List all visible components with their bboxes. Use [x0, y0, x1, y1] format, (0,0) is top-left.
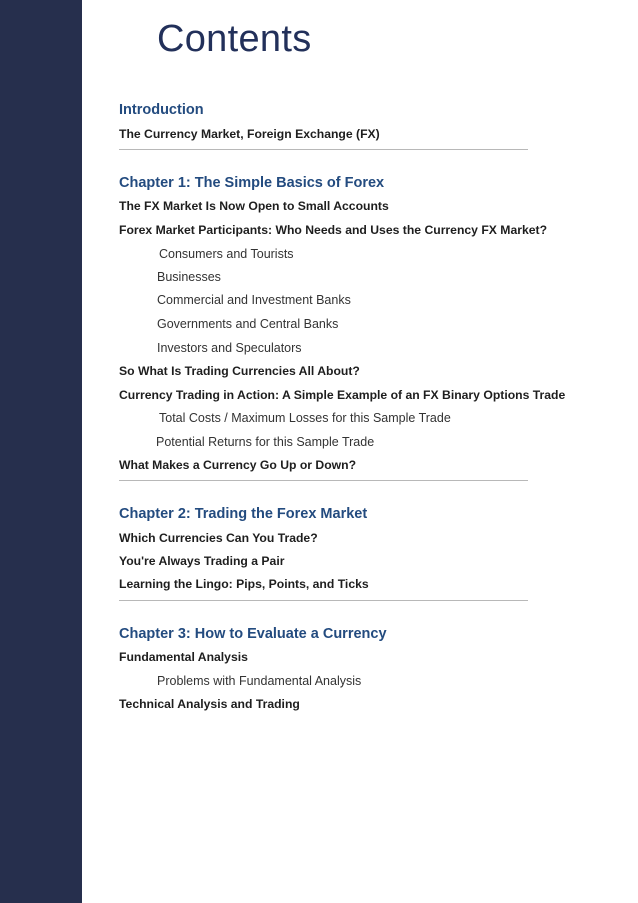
toc-entry-title: Forex Market Participants: Who Needs and Uses the Currency FX Market?: [119, 223, 548, 237]
toc-entry-title: Consumers and Tourists: [159, 247, 294, 261]
sidebar-band: [0, 0, 82, 903]
toc-entry-title: Learning the Lingo: Pips, Points, and Ticks: [119, 577, 369, 591]
toc-entry-title: Which Currencies Can You Trade?: [119, 531, 318, 545]
toc-entry-title: Currency Trading in Action: A Simple Example of an FX Binary Options Trade: [119, 388, 566, 402]
toc-entry-title: Introduction: [119, 102, 204, 118]
section-divider: [119, 600, 528, 601]
toc-entry-title: You're Always Trading a Pair: [119, 554, 285, 568]
toc-entry-title: Investors and Speculators: [157, 341, 302, 355]
section-divider: [119, 480, 528, 481]
toc-entry-title: Technical Analysis and Trading: [119, 697, 300, 711]
toc-entry-title: Fundamental Analysis: [119, 650, 248, 664]
toc-entry-title: Total Costs / Maximum Losses for this Sample Trade: [159, 411, 451, 425]
section-divider: [119, 149, 528, 150]
toc-entry-title: Chapter 2: Trading the Forex Market: [119, 506, 368, 522]
toc-entry-title: The FX Market Is Now Open to Small Accounts: [119, 199, 389, 213]
toc-entry-title: So What Is Trading Currencies All About?: [119, 364, 360, 378]
toc-entry-title: Governments and Central Banks: [157, 317, 339, 331]
toc-entry-title: Businesses: [157, 270, 221, 284]
toc-entry-title: Problems with Fundamental Analysis: [157, 674, 362, 688]
toc-entry-title: The Currency Market, Foreign Exchange (FX): [119, 127, 380, 141]
toc-entry-title: Chapter 1: The Simple Basics of Forex: [119, 175, 385, 191]
toc-entry-title: Chapter 3: How to Evaluate a Currency: [119, 626, 387, 642]
toc-entry-title: What Makes a Currency Go Up or Down?: [119, 458, 357, 472]
page-title: Contents: [157, 18, 312, 60]
toc-entry-title: Commercial and Investment Banks: [157, 293, 351, 307]
toc-entry-title: Potential Returns for this Sample Trade: [156, 435, 375, 449]
